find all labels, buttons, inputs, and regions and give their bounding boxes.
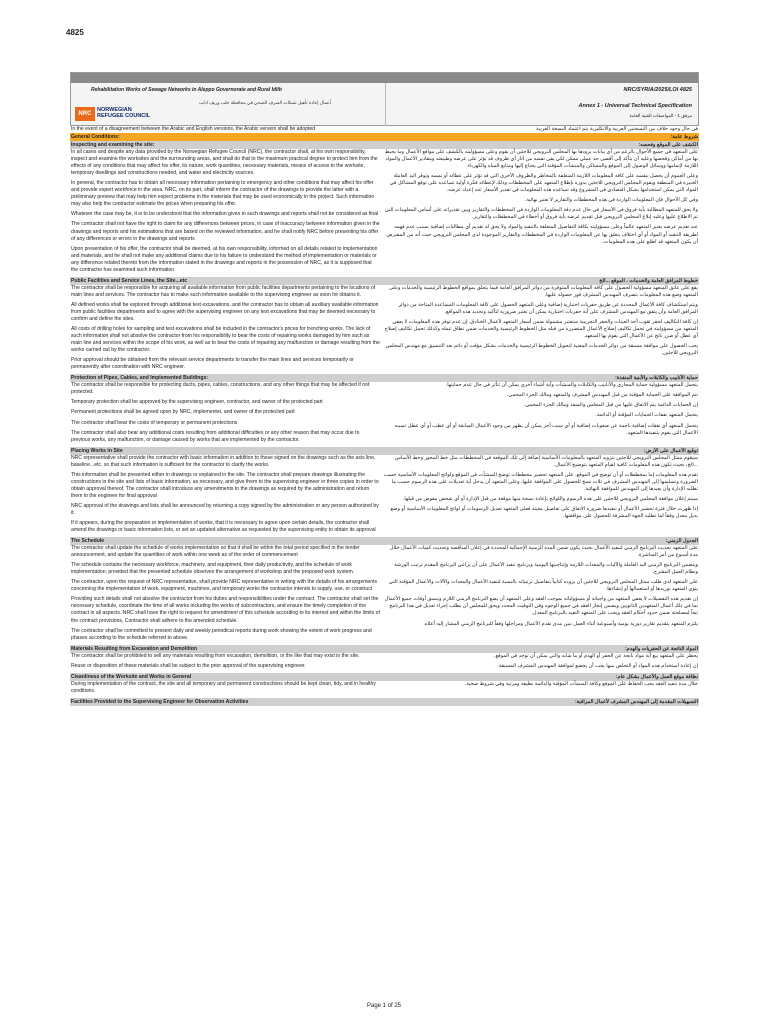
annex-title: Annex 1 - Universal Technical Specification [578,103,692,109]
paragraph-ar: وعلى العموم أن يحصل بنفسه على كافة المعلومات اللازمة المتعلقة بالمخاطر والظروف الأخرى التي قد تؤثر على عطائه أو تمسه وتوفر اليد العاملة الخبيرة في المنطقة ويقوم المجلس النرويجي للاجئين بدوره بإطلاع المتعهد على المخططات وذلك لإعطائه فكرة أولية تساعده على توقع المشاكل في المواد التي يمكن استخدامها بشكل اقتصادي في المشروع وقد تساعده هذه المعلومات في تقدير الأسعار عند إعداد عرضه. [389,173,698,194]
paragraph-ar: يحظر على المتعهد بيع أية مواد ناتجة عن الحفر أو الهدم أو ما شابه والتي يمكن أن توجد في الموقع. [494,652,698,659]
paragraph-ar: إن كافة التكاليف لحفر ثقوب أخذ العينات والحفر التجريبية ستعتبر مشمولة ضمن أسعار المتعهد لأعمال الخنادق. إن عدم توفر هذه المعلومات لا يعفي المتعهد من مسؤوليته في تحمل تكاليف إصلاح الأعمال المتضررة من قبله مثل الخطوط الرئيسية والخدمات ضمن نطاق عمله وكذلك تحمل تكاليف إصلاح أي عطل أو ضرر ناتج عن الأعمال التي يقوم بها المتعهد. [384,318,698,340]
section-heading-en: Inspecting and examining the site: [71,142,155,149]
paragraph-ar: ويتضمن البرنامج الزمني اليد العاملة والآليات والمعدات اللازمة وإنتاجيتها اليومية وبرنامج تنفيذ الأعمال على أن يراعي البرنامج المقدم ترتيب الورشة ونظام العمل المقترح. [394,562,698,576]
project-title-ar: أعمال إعادة تأهيل شبكات الصرف الصحي في محافظة حلب وريف ادلب [198,100,331,105]
section-body-en [70,149,381,277]
paragraph-ar: يلتزم المتعهد بتقديم تقارير دورية يومية وأسبوعية أثناء العمل تبين مدى تقدم الأعمال ومراحلها وفقاً للبرنامج الزمني المشار إليه أعلاه. [423,620,698,627]
paragraph-en: Upon presentation of his offer, the contractor shall be deemed, at his own responsibility, informed on all details related to implementation and materials, and he shall not make any additional claims due to his failure to understand the method of implementation or materials or any difference related thereto from the information stated in the drawings and reports in the possession of NRC, as it is supposed that the contractor has examined such information. [71,245,378,273]
paragraph-en: The contractor shall update the schedule of works implementation so that it shall be within the total period specified in the tender announcement, and update the quantities of work within one week as of the order of commencement [71,545,360,559]
document-body [70,126,699,952]
paragraph-ar: إن إعادة استخدام هذه المواد أو التخلص منها يجب أن يخضع لموافقة المهندس المشرف المسبقة. [497,662,698,669]
paragraph-ar: ويتم استكشاف كافة الأعمال المحددة عن طريق حفريات اختبارية إضافية وعلى المتعهد الحصول على كافة المعلومات المساعدة المتاحة من دوائر المرافق العامة وأن يتفق مع المهندس المشرف على أية حفريات اختبارية يمكن أن تعتبر ضرورية لتأكيد وتحديد هذه المواقع. [398,301,698,315]
section-heading [70,537,699,545]
section-heading-en: Placing Works in Site [71,447,123,454]
reference-number: NRC/SYRIA/2025/LOI 4825 [623,87,692,93]
section-heading [70,645,699,653]
section-body-ar [381,545,699,645]
paragraph-ar: يقع على عاتق المتعهد مسؤولية الحصول على كافة المعلومات المتوفرة من دوائر المرافق العامة فيما يتعلق بمواقع الخطوط الرئيسية والخدمات وعلى المتعهد وضع هذه المعلومات بتصرف المهندس المشرف فور حصوله عليها. [388,284,698,298]
paragraph-en: If it appears, during the preparation or implementation of works, that it is necessary to agree upon certain details, the contractor shall amend the drawings or basic information lists, or set an updated alternative as requested by the supervising entity to obtain its approval [71,520,376,534]
paragraph-en: The schedule contains the necessary workforce, machinery, and equipment, their daily productivity, and the schedule of work implementation, provided that the presented schedule observes the arrangement of workshop and the proposed work system. [71,562,355,576]
paragraph-ar: إن الحمايات الدائمة يتم الاتفاق عليها من قبل المجلس والمنفذ ومالك الجزء المحمي. [524,402,698,409]
paragraph-en: Permanent protections shall be agreed upon by NRC, implementer, and owner of the protected part [71,409,295,416]
paragraph-ar: على المتعهد تحديث البرنامج الزمني لتنفيذ الأعمال بحيث يكون ضمن المدة الزمنية الإجمالية المحددة في إعلان المناقصة وتحديث كميات الأعمال خلال مدة أسبوع من أمر المباشرة. [389,545,698,559]
paragraph-ar: يجب الحصول على موافقة مسبقة من دوائر الخدمات المعنية لتحويل الخطوط الرئيسية والخدمات بشكل مؤقت أو دائم بعد التنسيق مع مهندس المجلس النرويجي للاجئين. [385,343,698,357]
paragraph-en: The contractor, upon the request of NRC representative, shall provide NRC representative in writing with the details of his arrangements concerning the implementation of work, equipment, machines, and temporary works the contractor intends to supply, use, or construct [71,579,378,593]
page-number: Page 1 of 25 [366,1003,402,1009]
paragraph-en: The contractor shall be responsible for protecting ducts, pipes, cables, constructions, and any other things that may be affected if not protected. [71,382,370,396]
org-name-line-1: NORWEGIAN [97,107,132,113]
section-body-ar [381,455,699,537]
intro-text-ar: في حال وجود خلاف بين النسختين العربية والانكليزية يتم اعتماد النسخة العربية [536,126,698,132]
paragraph-ar: على المتعهد لدى طلب ممثل المجلس النرويجي للاجئين أن يزوده كتابياً بتفاصيل ترتيباته بالنسبة لتنفيذ الأعمال والمعدات والآلات والأعمال المؤقتة التي ينوي المتعهد توريدها أو استعمالها أو إنشاءها. [388,579,698,593]
section-heading-en: Protection of Pipes, Cables, and Implemented Buildings: [71,375,208,382]
section-body-en [70,545,381,645]
section-heading-ar: الجدول الزمني: [665,538,698,545]
paragraph-ar: يتحمل المتعهد مسؤولية حماية المجاري والأنابيب والكابلات والمنشآت وأية أشياء أخرى يمكن أن تتأثر في حال عدم حمايتها. [445,382,698,389]
section-body [70,285,699,375]
intro-text-en: In the event of a disagreement between the Arabic and English versions, the Arabic version shall be adopted [71,126,316,132]
section-heading-en: Materials Resulting from Excavation and Demolition [71,645,197,652]
page-frame [70,72,699,952]
intro-row [70,126,699,133]
section-heading-ar: حماية الأنابيب والكابلات والأبنية المنفذة: [615,375,698,382]
paragraph-en: The contractor shall not have the right to claim for any differences between prices, in case of inaccuracy between information given in the drawings and reports and his estimations that are based on the reviewed information, and he shall notify NRC before presenting his offer of any differences or errors in the drawings and reports [71,221,380,242]
paragraph-en: NRC representative shall provide the contractor with basic information in addition to those signed on the drawings such as the axis line, baseline...etc. so that such information is sufficient for the contractor to clarify the works. [71,454,376,468]
paragraph-en: The contractor shall bear the costs of temporary or permanent protections [71,419,238,426]
paragraph-en: The contractor shall also bear any additional costs resulting from additional difficulties or any other reason that may occur due to previous works, any malfunction, or damage caused by works that are implemented by the contractor. [71,429,360,443]
section-heading-ar: خطوط المرافق العامة والخدمات ، الموقع ...الخ [599,277,698,284]
section-heading-ar: التسهيلات المقدمة إلى المهندس المشرف لأعمال المراقبة: [574,698,698,705]
paragraph-ar: سيتم إعلان موافقة المجلس النرويجي للاجئين على هذه الرسوم واللوائح بإعادة نسخة منها موقعة من قبل الإدارة أو أي شخص مفوض من قبلها. [402,495,698,502]
section-heading-ar: نظافة موقع العمل والأعمال بشكل عام: [615,673,698,680]
paragraph-ar: خلال مدة تنفيذ العقد يجب الحفاظ على الموقع وكافة المنشآت المؤقتة والدائمة نظيفة ومرتبة وفي شروط صحية. [464,680,698,687]
paragraph-en: The contractor shall be prohibited to sell any materials resulting from excavation, demolition, or the like that may exist in the site. [71,652,360,659]
section-body-ar [381,285,699,375]
section-heading [70,698,699,706]
paragraph-en: In general, the contractor has to obtain all necessary information pertaining to emergency and other conditions that may affect his offer and provide expert workforce in the area. NRC, on its part, shall inform the contractor of the drawings to provide the latter with a preliminary preview that may help him expect problems in the materials that may be used economically in the project. Such information may also help the contractor estimate the prices when preparing his offer. [71,180,375,208]
paragraph-ar: تقدم هذه المعلومات إما بمخططات أو أن توضح في الموقع. على المتعهد تحضير مخططات توضح المنشآت في الموقع ولوائح المعلومات الأساسية حسب الضرورة وتسليمها إلى المهندس المشرف في ثلاث نسخ للحصول على الموافقة عليها. وعلى المتعهد أن يدخل أية تعديلات على هذه الرسوم حسب ما تطلبه الإدارة وأن يعيدها إلى المهندس للموافقة النهائية. [383,471,698,492]
paragraph-ar: وفي كل الأحوال فإن المعلومات الواردة في هذه المخططات والتقارير لا تعتبر نهائية. [524,197,698,204]
paragraph-en: NRC approval of the drawings and lists shall be announced by returning a copy signed by the administration or any person authorized by it. [71,502,379,516]
section-heading-en: Public Facilities and Service Lines, the Site...etc [71,277,188,284]
paragraph-en: All costs of drilling holes for sampling and test excavations shall be included in the contractor's prices for trenching works. The lack of such information shall not absolve the contractor from his responsibility to bear the costs of repairing works damaged by him such as main line and services within the scope of his work, as well as to bear the costs of repairing any malfunction or damage resulting from the works carried out by the contractor. [71,326,380,354]
paragraph-ar: ولا يحق للمتعهد المطالبة بأية فروق في الأسعار في حال عدم دقة المعلومات الواردة في المخططات والتقارير وبين تقديراته على أساس المعلومات التي تم الاطلاع عليها وعليه إبلاغ المجلس النرويجي قبل تقديم عرضه بأية فروق أو أخطاء في المخططات والتقارير. [384,207,698,221]
section-heading [70,673,699,681]
paragraph-en: All defined works shall be explored through additional test excavations, and the contractor has to obtain all auxiliary available information from public facilities departments and to agree with the supervising engineer on any test excavations that may be deemed necessary to confirm and define the sites. [71,301,379,322]
document-number: 4825 [66,28,84,37]
nrc-logo-icon: NRC [75,107,95,121]
section-body-ar [381,382,699,446]
paragraph-en: The contractor shall be committed to present daily and weekly periodical reports during work showing the extent of work progress and phases according to the schedule referred to above. [71,627,372,641]
paragraph-en: Prior approval should be obtained from the relevant service departments to transfer the main lines and services temporarily or permanently after coordination with NRC engineer. [71,357,354,371]
section-heading [70,447,699,455]
section-heading [70,133,699,141]
section-body [70,455,699,537]
section-heading-ar: شروط عامة: [670,134,698,141]
section-body [70,545,699,645]
paragraph-ar: على المتعهد في جميع الأحوال بالرغم من أي بيانات يزودها بها المجلس النرويجي للاجئين أن يقوم وعلى مسؤوليته بالكشف على مواقع الأعمال وما يحيط بها من أماكن وفحصها وعليه أن يتأكد إلى أقصى حد عملي ممكن لكي يقي نفسه من آثار أي ظروف قد تؤثر على عرضه وطبيعته ومقادير الأعمال والمواد اللازمة لإتمامها ووسائل الوصول إلى الموقع والمساكن والمنشآت المؤقتة التي يحتاج إليها ومنابع المياه والكهرباء. [384,149,698,170]
paragraph-en: This information shall be presented either in drawings or explained in the site. The contractor shall prepare drawings illustrating the constructions in the site and lists of basic information, as necessary, and give them to the supervising engineer in three copies in order to obtain approval thereof. The contractor shall introduce any amendments to the drawings as required by the administration and return them to the engineer for final approval [71,471,379,499]
project-title: Rehabilitation Works of Sewage Networks in Aleppo Governorate and Rural Idlib [91,87,282,93]
paragraph-ar: إذا ظهرت خلال فترة تحضير الأعمال أو تنفيذها ضرورة الاتفاق على تفاصيل معينة فعلى المتعهد تعديل الرسومات أو لوائح المعلومات الأساسية أو وضع بديل معدل وفقاً لما تطلبه الجهة المشرفة للحصول على موافقتها. [390,505,698,519]
section-body [70,149,699,277]
org-name-line-2: REFUGEE COUNCIL [97,113,151,120]
section-heading-en: The Schedule [71,538,105,545]
paragraph-en: Whatever the case may be, it is to be understood that the information given in such drawings and reports shall not be considered as final [71,211,379,218]
paragraph-ar: تتم الموافقة على الحماية المؤقتة من قبل المهندس المشرف والمتعهد ومالك الجزء المحمي. [506,392,698,399]
section-body-ar [381,149,699,277]
section-body-ar [381,681,699,698]
header-divider [385,83,386,126]
section-heading-en: General Conditions: [71,134,120,141]
section-body-en [70,455,381,537]
paragraph-en: Temporary protection shall be approved by the supervising engineer, contractor, and owner of the protected part [71,399,323,406]
paragraph-ar: إن تقديم هذه التفصيلات لا يعفي المتعهد من واجباته أو مسؤولياته بموجب العقد وعلى المتعهد أن يضع البرنامج الزمني اللازم وينسق أوقات جميع الأعمال بما في ذلك أعمال المتعهدين الثانويين ويضمن إنجاز العقد في جميع الوجوه وفي التوقيت المحدد ويحق للمجلس أن يطلب إجراء تعديل في هذا البرنامج تبعاً لمصلحته ضمن حدود أحكام العقد ويجب على المتعهد التقيد بالبرنامج المعدل. [384,596,698,617]
paragraph-en: During implementation of the contract, the site and all temporary and permanent constructions should be kept clean, tidy, and in healthy conditions. [71,680,376,694]
section-body-en [70,681,381,698]
section-heading-ar: توقيع الأعمال على الأرض: [643,447,698,454]
org-name [97,107,150,120]
section-heading-ar: المواد الناتجة عن الحفريات والهدم: [624,645,698,652]
paragraph-en: In all cases and despite any data provided by the Norwegian Refugee Council (NRC), the contractor shall, at his own responsibility, inspect and examine the worksites and the surrounding areas, and shall do that to the maximum practical degree to protect him from the effects of any conditions that may affect his offer, its nature, work quantities, necessary materials, means of access to the worksite, temporary dwellings and constructions needed, and water and electricity sources. [71,149,378,177]
paragraph-ar: سيقوم ممثل المجلس النرويجي للاجئين بتزويد المتعهد بالمعلومات الأساسية إضافة إلى تلك الموقعة في المخططات مثل خط المحور وخط الأساس ...الخ، بحيث تكون هذه المعلومات كافية لقيام المتعهد بتوضيح الأعمال. [394,454,698,468]
paragraph-en: Reuse or disposition of these materials shall be subject to the prior approval of the supervising engineer. [71,662,306,669]
section-heading [70,141,699,149]
section-body-ar [381,653,699,673]
document-header [70,72,699,126]
section-body [70,653,699,673]
paragraph-ar: عند تقديم عرضه يعتبر المتعهد عالماً وعلى مسؤوليته بكافة التفاصيل المتعلقة بالتنفيذ والمواد ولا يحق له تقديم أي مطالبات إضافية بسبب عدم فهمه لطريقة التنفيذ أو المواد أو أي اختلاف يتعلق بها عن المعلومات الواردة في المخططات والتقارير الموجودة لدى المجلس النرويجي حيث أنه من المفترض أن يكون المتعهد قد اطلع على هذه المعلومات. [386,224,698,245]
section-body [70,681,699,698]
section-body-en [70,285,381,375]
section-heading-ar: الكشف على الموقع وفحصه: [638,142,698,149]
annex-title-ar: مرفق 1 - المواصفات الفنية العامة [629,113,692,118]
section-heading-en: Cleanliness of the Worksite and Works in General [71,673,192,680]
paragraph-ar: يتحمل المتعهد نفقات الحمايات المؤقتة أو الدائمة. [595,412,698,419]
header-top-bar [71,73,698,83]
paragraph-ar: يتحمل المتعهد أي نفقات إضافية ناجمة عن صعوبات إضافية أو أي سبب آخر يمكن أن يظهر من وجود الأعمال السابقة أو أي عطب أو أي عطل تسببه الأعمال التي يقوم بتنفيذها المتعهد. [394,422,698,436]
section-body-en [70,382,381,446]
paragraph-en: The contractor shall be responsible for acquiring all available information from public facilities departments pertaining to the locations of main lines and services. The contractor has to make such information available to the supervising engineer as soon he obtains it. [71,284,376,298]
section-heading-en: Facilities Provided to the Supervising Engineer for Observation Activities [71,698,249,705]
section-body-en [70,653,381,673]
section-body [70,382,699,446]
paragraph-en: Providing such details shall not absolve the contractor from his duties and responsibilities under the contract. The contractor shall set the necessary schedule, coordinate the time of all works including the works of subcontractors, and ensure the timely completion of the contract in all aspects. NRC shall have the right to request for amendment of this schedule according to its interest and within the limits of the contract provisions, Contractor shall adhere to the amended schedule. [71,596,380,624]
section-heading [70,277,699,285]
